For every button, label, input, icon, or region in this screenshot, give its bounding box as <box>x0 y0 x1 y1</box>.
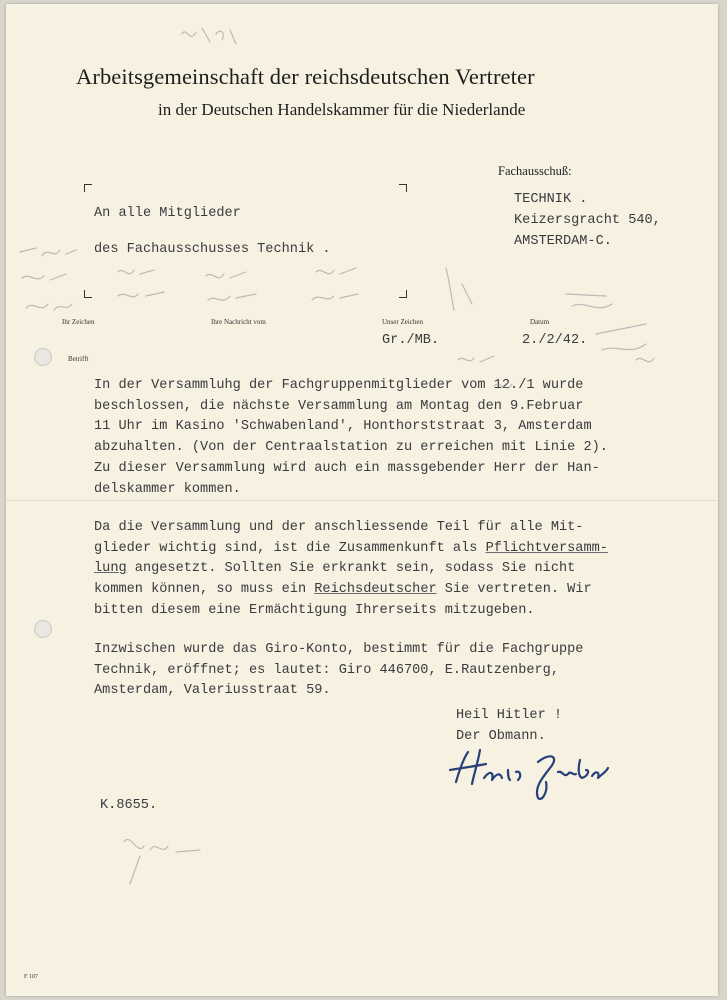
text-run: kommen können, so muss ein <box>94 582 315 598</box>
text-run: angesetzt. Sollten Sie erkrankt sein, sodass Sie nicht <box>126 561 576 577</box>
body-line: Amsterdam, Valeriusstraat 59. <box>94 683 331 699</box>
fachausschuss-name: TECHNIK . <box>514 192 588 207</box>
letterhead-title: Arbeitsgemeinschaft der reichsdeutschen Vertreter <box>76 64 535 89</box>
label-ihr-zeichen: Ihr Zeichen <box>62 318 95 326</box>
label-betrifft: Betrifft <box>68 355 89 363</box>
closing-greeting: Heil Hitler ! <box>456 708 563 723</box>
letter-page <box>6 4 718 996</box>
letterhead-subtitle: in der Deutschen Handelskammer für die Niederlande <box>158 100 526 119</box>
label-ihre-nachricht: Ihre Nachricht vom <box>211 318 266 326</box>
body-line: Da die Versammlung und der anschliessende Teil für alle Mit- <box>94 520 584 535</box>
value-datum: 2./2/42. <box>522 333 588 348</box>
text-run: glieder wichtig sind, ist die Zusammenkunft als <box>94 540 486 556</box>
label-unser-zeichen: Unser Zeichen <box>382 318 424 326</box>
body-line: 11 Uhr im Kasino 'Schwabenland', Honthorststraat 3, Amsterdam <box>94 419 592 435</box>
underlined-reichsdeutscher: Reichsdeutscher <box>314 582 437 598</box>
body-line: abzuhalten. (Von der Centraalstation zu erreichen mit Linie 2). <box>94 440 608 456</box>
body-line: Zu dieser Versammlung wird auch ein massgebender Herr der Han- <box>94 460 600 476</box>
body-line: delskammer kommen. <box>94 481 241 497</box>
label-datum: Datum <box>530 318 550 326</box>
footer-form-code: F 107 <box>24 974 38 980</box>
body-line: bitten diesem eine Ermächtigung Ihrerseits mitzugeben. <box>94 602 535 618</box>
body-line: Inzwischen wurde das Giro-Konto, bestimmt für die Fachgruppe <box>94 642 584 657</box>
recipient-line-1: An alle Mitglieder <box>94 206 241 221</box>
underlined-pflichtversammlung-1: Pflichtversamm- <box>485 540 608 556</box>
value-unser-zeichen: Gr./MB. <box>382 333 440 348</box>
underlined-pflichtversammlung-2: lung <box>94 561 127 577</box>
pencil-annotations <box>6 4 718 996</box>
reference-number: K.8655. <box>100 798 158 813</box>
text-run: Sie vertreten. Wir <box>436 582 592 598</box>
fachausschuss-label: Fachausschuß: <box>498 164 572 178</box>
body-line: In der Versammluhg der Fachgruppenmitglieder vom 12./1 wurde <box>94 378 584 393</box>
body-line: beschlossen, die nächste Versammlung am Montag den 9.Februar <box>94 398 584 414</box>
recipient-line-2: des Fachausschusses Technik . <box>94 242 331 257</box>
body-line: Technik, eröffnet; es lautet: Giro 446700, E.Rautzenberg, <box>94 662 559 678</box>
closing-role: Der Obmann. <box>456 729 546 744</box>
fachausschuss-city: AMSTERDAM-C. <box>514 234 612 249</box>
fachausschuss-street: Keizersgracht 540, <box>514 213 661 228</box>
